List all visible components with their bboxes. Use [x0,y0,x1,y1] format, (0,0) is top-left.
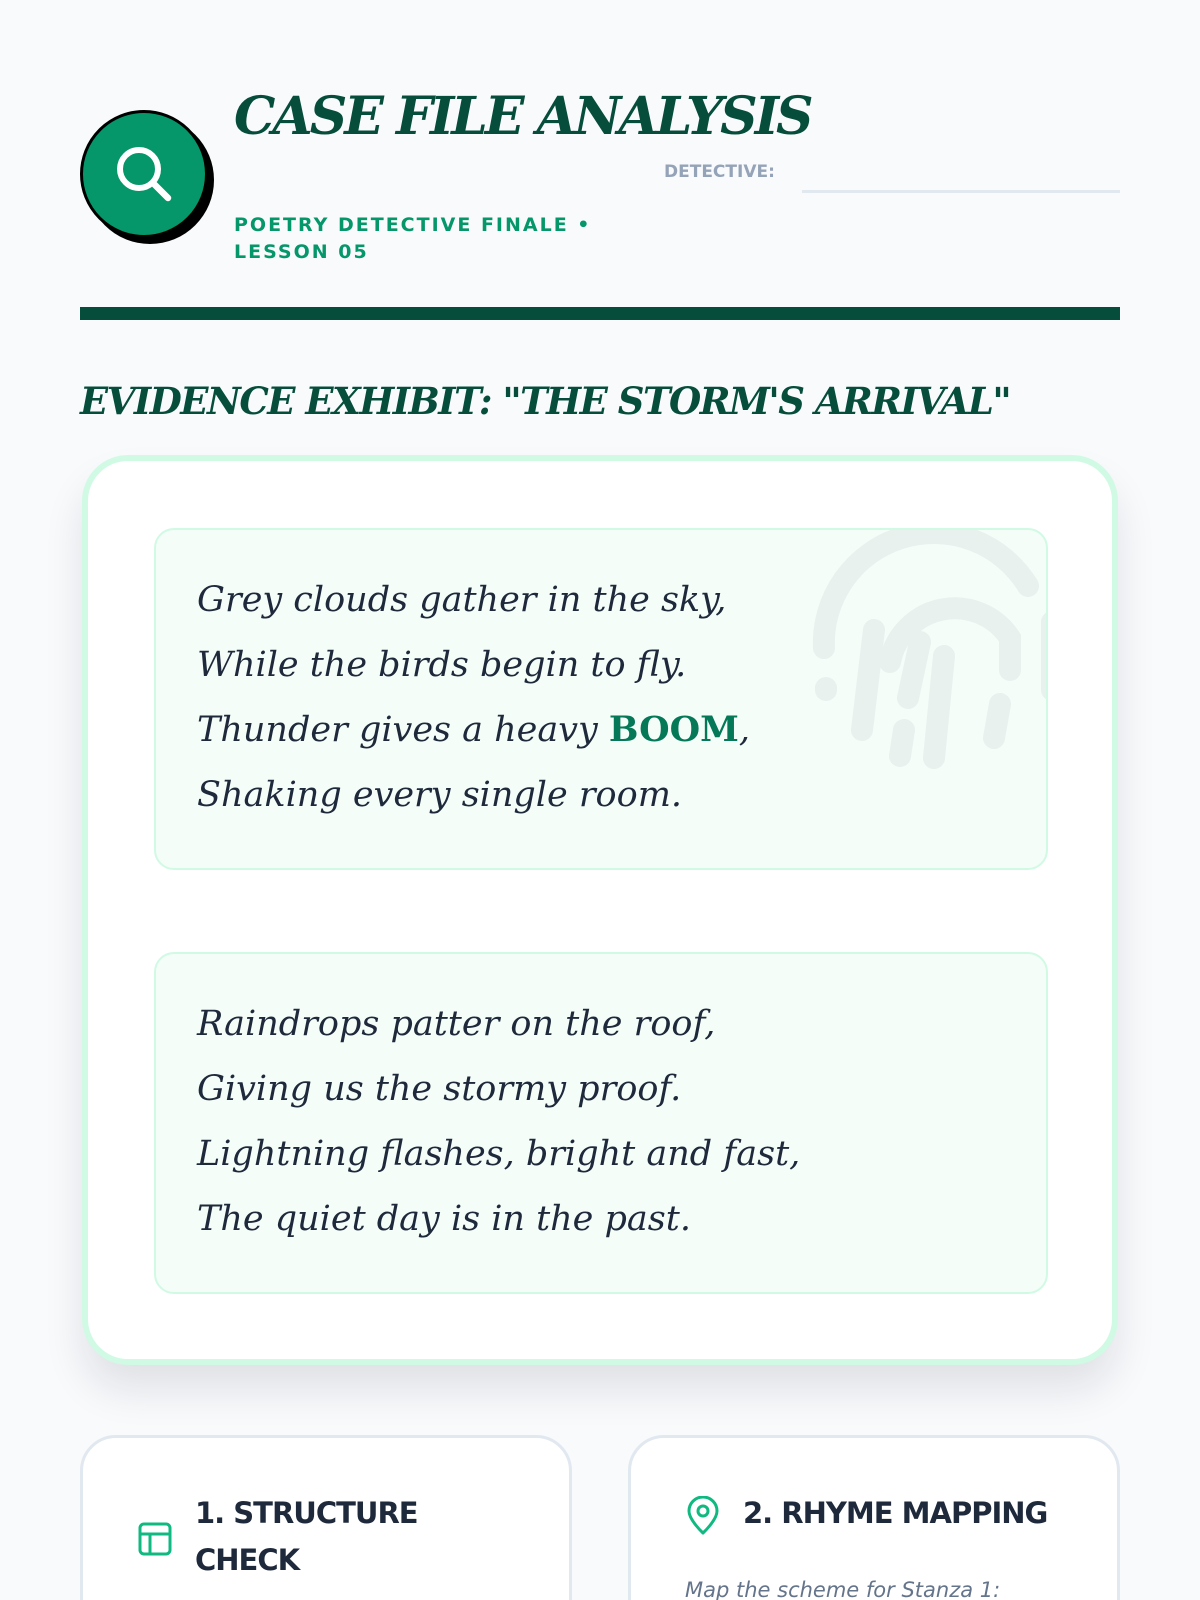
header-divider [80,307,1120,320]
exhibit-card [82,455,1118,1365]
exhibit-heading: EVIDENCE EXHIBIT: "THE STORM'S ARRIVAL" [80,379,1011,423]
stanza-line: While the birds begin to fly. [197,645,687,685]
page-header [80,80,1120,320]
search-icon [113,143,177,207]
stanza-line-text: Thunder gives a heavy [197,710,609,750]
rhyme-mapping-card [628,1435,1120,1600]
page-subtitle: POETRY DETECTIVE FINALE • LESSON 05 [234,214,592,263]
map-pin-icon [685,1496,721,1536]
stanza-line [197,708,750,752]
detective-label: DETECTIVE: [664,162,775,182]
stanza-line: Giving us the stormy proof. [197,1069,682,1109]
stanza-line: Shaking every single room. [197,775,683,815]
stanza-line: Grey clouds gather in the sky, [197,580,727,620]
search-badge [80,110,208,238]
stanza-line: Raindrops patter on the roof, [197,1004,716,1044]
stanza-2 [154,952,1048,1294]
task-prompt: Map the scheme for Stanza 1: [685,1578,1001,1600]
stanza-line: Lightning flashes, bright and fast, [197,1134,801,1174]
line-punctuation: , [738,710,750,750]
stanza-line: The quiet day is in the past. [197,1199,691,1239]
structure-check-card [80,1435,572,1600]
page-title: CASE FILE ANALYSIS [234,86,811,147]
stanza-1 [154,528,1048,870]
task-title: 1. STRUCTURE CHECK [195,1496,418,1577]
layout-icon [137,1521,173,1557]
fingerprint-icon [804,530,1048,780]
task-title: 2. RHYME MAPPING [743,1496,1048,1530]
detective-name-field[interactable] [802,190,1120,193]
emphasized-word: BOOM [608,709,739,750]
